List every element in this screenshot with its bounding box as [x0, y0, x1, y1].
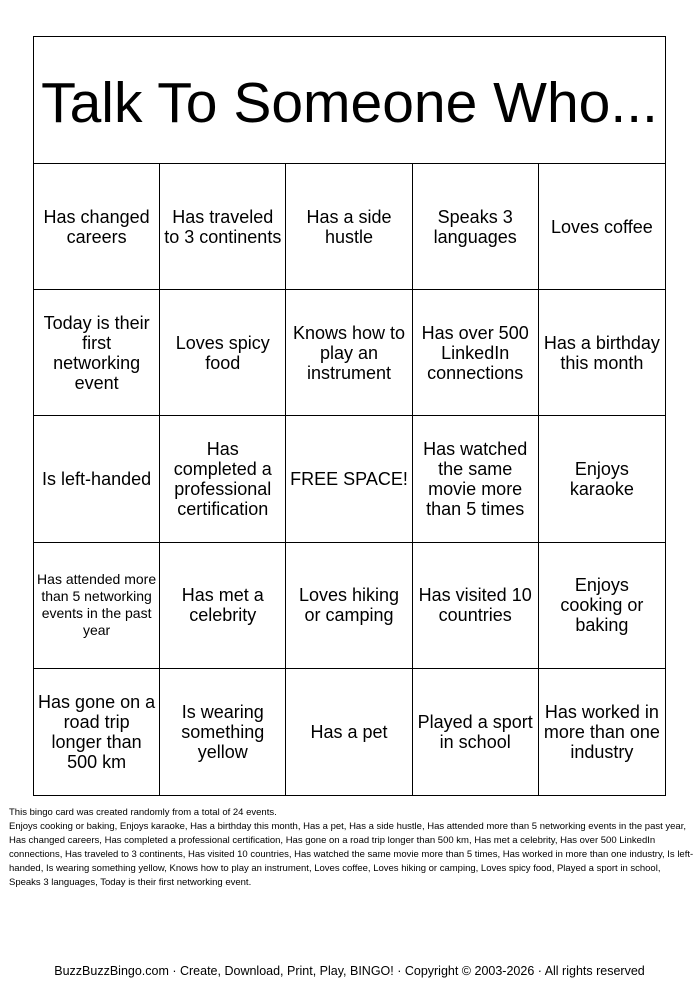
bingo-cell: Has a pet: [286, 669, 412, 795]
bingo-cell: Has a side hustle: [286, 164, 412, 290]
bingo-cell: Has worked in more than one industry: [543, 701, 660, 762]
site-credit: BuzzBuzzBingo.com · Create, Download, Print, Play, BINGO! · Copyright © 2003-2026 · All rights reserved: [54, 964, 645, 978]
bingo-cell: Played a sport in school: [413, 669, 539, 795]
bingo-card: [33, 36, 666, 796]
bingo-cell: Has a birthday this month: [539, 290, 665, 416]
bingo-grid: [34, 164, 665, 795]
bingo-cell: Has traveled to 3 continents: [160, 164, 286, 290]
bingo-cell: Has attended more than 5 networking events in the past year: [34, 543, 160, 669]
free-space-cell: FREE SPACE!: [286, 416, 412, 542]
bingo-cell: Speaks 3 languages: [413, 164, 539, 290]
bingo-cell: Has completed a professional certification: [160, 416, 286, 542]
card-description: [9, 806, 694, 890]
bingo-cell: Today is their first networking event: [34, 290, 160, 416]
bingo-cell: Loves hiking or camping: [286, 543, 412, 669]
bingo-cell: Has met a celebrity: [160, 543, 286, 669]
bingo-cell: Enjoys karaoke: [539, 416, 665, 542]
title-row: [34, 37, 665, 164]
card-title: Talk To Someone Who...: [41, 70, 658, 135]
bingo-cell: Has over 500 LinkedIn connections: [413, 290, 539, 416]
bingo-cell: Knows how to play an instrument: [286, 290, 412, 416]
bingo-cell: Has visited 10 countries: [413, 543, 539, 669]
bingo-cell: Has gone on a road trip longer than 500 km: [34, 669, 160, 795]
bingo-cell: Loves coffee: [539, 164, 665, 290]
description-intro: This bingo card was created randomly from a total of 24 events.: [9, 807, 277, 818]
bingo-cell: Has watched the same movie more than 5 times: [413, 416, 539, 542]
bingo-cell: Is wearing something yellow: [160, 669, 286, 795]
bingo-cell: Enjoys cooking or baking: [539, 543, 665, 669]
bingo-cell: Loves spicy food: [160, 290, 286, 416]
events-list: Enjoys cooking or baking, Enjoys karaoke, Has a birthday this month, Has a pet, Has a side hustle, Has attended more than 5 networking events in the past year, Has changed careers, Has completed a professional certification, Has gone on a road trip longer than 500 km, Has met a celebrity, Has over 500 LinkedIn connections, Has traveled to 3 continents, Has visited 10 countries, Has watched the same movie more than 5 times, Has worked in more than one industry, Is left-handed, Is wearing something yellow, Knows how to play an instrument, Loves coffee, Loves hiking or camping, Loves spicy food, Played a sport in school, Speaks 3 languages, Today is their first networking event.: [9, 821, 694, 888]
bingo-cell: Has changed careers: [34, 164, 160, 290]
bingo-cell: Is left-handed: [34, 416, 160, 542]
